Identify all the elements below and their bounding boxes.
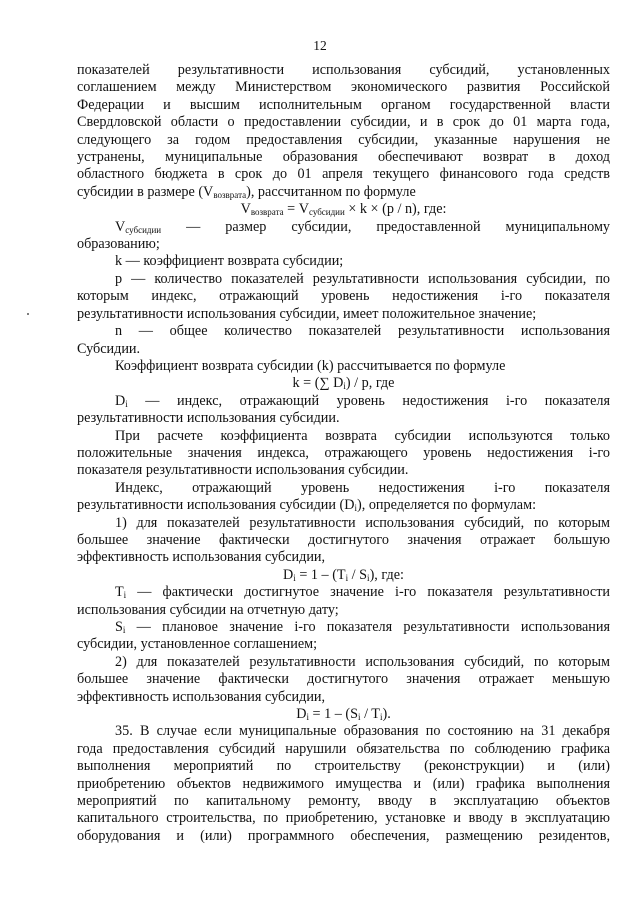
text-fragment: субсидии в размере (V (77, 183, 214, 200)
case-2: 2) для показателей результативности использования субсидий, по которым (115, 653, 610, 670)
text-fragment: / T (360, 706, 380, 723)
subscript: возврата (213, 189, 247, 200)
page-number: 12 (313, 38, 327, 53)
text-fragment: = V (283, 201, 309, 218)
text-fragment: — индекс, отражающий уровень недостижения i-го показателя (145, 392, 610, 409)
subscript: возврата (250, 207, 284, 218)
text-line: результативности использования субсидии. (77, 410, 340, 427)
text-fragment: / S (348, 566, 368, 583)
text-line: выполнения мероприятий по строительству (реконструкции) и (или) (77, 758, 610, 775)
text-line: показателя результативности использования субсидии. (77, 462, 409, 479)
text-fragment: — фактически достигнутое значение i-го показателя результативности (137, 584, 610, 601)
text-line: соглашением между Министерством экономического развития Российской (77, 79, 610, 96)
coefficient-intro: Коэффициент возврата субсидии (k) рассчитывается по формуле (115, 357, 506, 374)
paragraph-35: 35. В случае если муниципальные образования по состоянию на 31 декабря (115, 723, 610, 740)
text-fragment: D (115, 392, 126, 409)
text-fragment: T (115, 584, 124, 601)
formula-index-2 (77, 706, 610, 723)
text-line: Свердловской области о предоставлении субсидии, и в срок до 01 марта года, (77, 114, 610, 131)
text-line: результативности использования субсидии, имеет положительное значение; (77, 305, 537, 322)
subscript: i (122, 625, 126, 635)
text-line: мероприятий по капитальному ремонту, вводу в эксплуатацию объектов (77, 793, 610, 810)
definition-s (77, 619, 610, 636)
definition-k: k — коэффициент возврата субсидии; (115, 253, 344, 270)
definition-t (77, 584, 610, 601)
subscript: i (343, 381, 346, 392)
subscript: i (293, 572, 296, 583)
text-fragment: V (115, 218, 126, 235)
text-line: большее значение фактически достигнутого значения отражает большую (77, 531, 610, 548)
subscript: i (354, 503, 358, 514)
text-line: большее значение фактически достигнутого значения отражает меньшую (77, 671, 610, 688)
text-line: капитального строительства, по приобретению, установке и вводу в эксплуатацию (77, 810, 610, 827)
formula-index-1 (77, 567, 610, 584)
subscript: i (125, 398, 128, 409)
formula-coefficient (77, 375, 610, 392)
calc-note: При расчете коэффициента возврата субсидии используются только (115, 427, 610, 444)
text-fragment: k = (∑ D (292, 375, 344, 392)
subscript: i (358, 712, 361, 723)
subscript: i (379, 712, 383, 723)
text-fragment: × k × (p / n), где: (344, 201, 447, 218)
text-fragment: = 1 – (T (295, 566, 346, 583)
formula-return-amount (77, 201, 610, 218)
text-line (77, 497, 610, 514)
definition-n: n — общее количество показателей результативности использования (115, 323, 610, 340)
text-line: приобретению объектов недвижимого имущества и (или) графика выполнения (77, 775, 610, 792)
text-line: Субсидии. (77, 340, 141, 357)
definition-p: p — количество показателей результативности использования субсидии, по (115, 270, 610, 287)
text-line: использования субсидии на отчетную дату; (77, 601, 339, 618)
scan-speck (27, 313, 29, 315)
text-line: устранены, муниципальные образования обеспечивают возврат в доход (77, 149, 610, 166)
text-fragment: ), где: (369, 566, 404, 583)
text-line: оборудования и (или) программного обеспечения, размещению резидентов, (77, 827, 610, 844)
text-line (77, 184, 610, 201)
text-line: областного бюджета в срок до 01 апреля текущего финансового года средств (77, 166, 610, 183)
text-line: эффективность использования субсидии, (77, 688, 326, 705)
text-fragment: ), рассчитанном по формуле (246, 183, 416, 200)
text-line: образованию; (77, 236, 160, 253)
text-fragment: D (283, 566, 294, 583)
text-fragment: результативности использования субсидии (D (77, 497, 355, 514)
text-fragment: ) / p, где (345, 375, 395, 392)
subscript: i (345, 572, 349, 583)
text-fragment: — плановое значение i-го показателя результативности использования (136, 619, 610, 635)
text-fragment: — размер субсидии, предоставленной муниципальному (186, 218, 611, 235)
text-line: Федерации и высшим исполнительным органом государственной власти (77, 96, 610, 113)
text-fragment: D (296, 706, 307, 723)
subscript: i (306, 712, 309, 723)
text-line: положительные значения индекса, отражающего уровень недостижения i-го (77, 444, 610, 461)
document-body (77, 62, 610, 845)
text-line: следующего за годом предоставления субсидии, указанные нарушения не (77, 131, 610, 148)
text-fragment: = 1 – (S (309, 706, 358, 723)
text-line: эффективность использования субсидии, (77, 549, 326, 566)
text-line: показателей результативности использования субсидий, установленных (77, 62, 610, 78)
case-1: 1) для показателей результативности использования субсидий, по которым (115, 514, 610, 531)
text-fragment: ). (382, 706, 391, 723)
text-fragment: S (115, 619, 123, 635)
text-fragment: ), определяется по формулам: (357, 497, 537, 514)
subscript: субсидии (308, 207, 345, 218)
subscript: i (123, 590, 127, 601)
text-fragment: V (240, 201, 251, 218)
text-line: субсидии, установленное соглашением; (77, 636, 318, 653)
index-intro: Индекс, отражающий уровень недостижения i-го показателя (115, 479, 610, 496)
definition-d (77, 393, 610, 410)
subscript: i (367, 572, 370, 583)
definition-v (77, 219, 610, 236)
text-line: которым индекс, отражающий уровень недостижения i-го показателя (77, 288, 610, 305)
subscript: субсидии (125, 224, 162, 235)
text-line: года предоставления субсидий нарушили обязательства по соблюдению графика (77, 740, 610, 757)
